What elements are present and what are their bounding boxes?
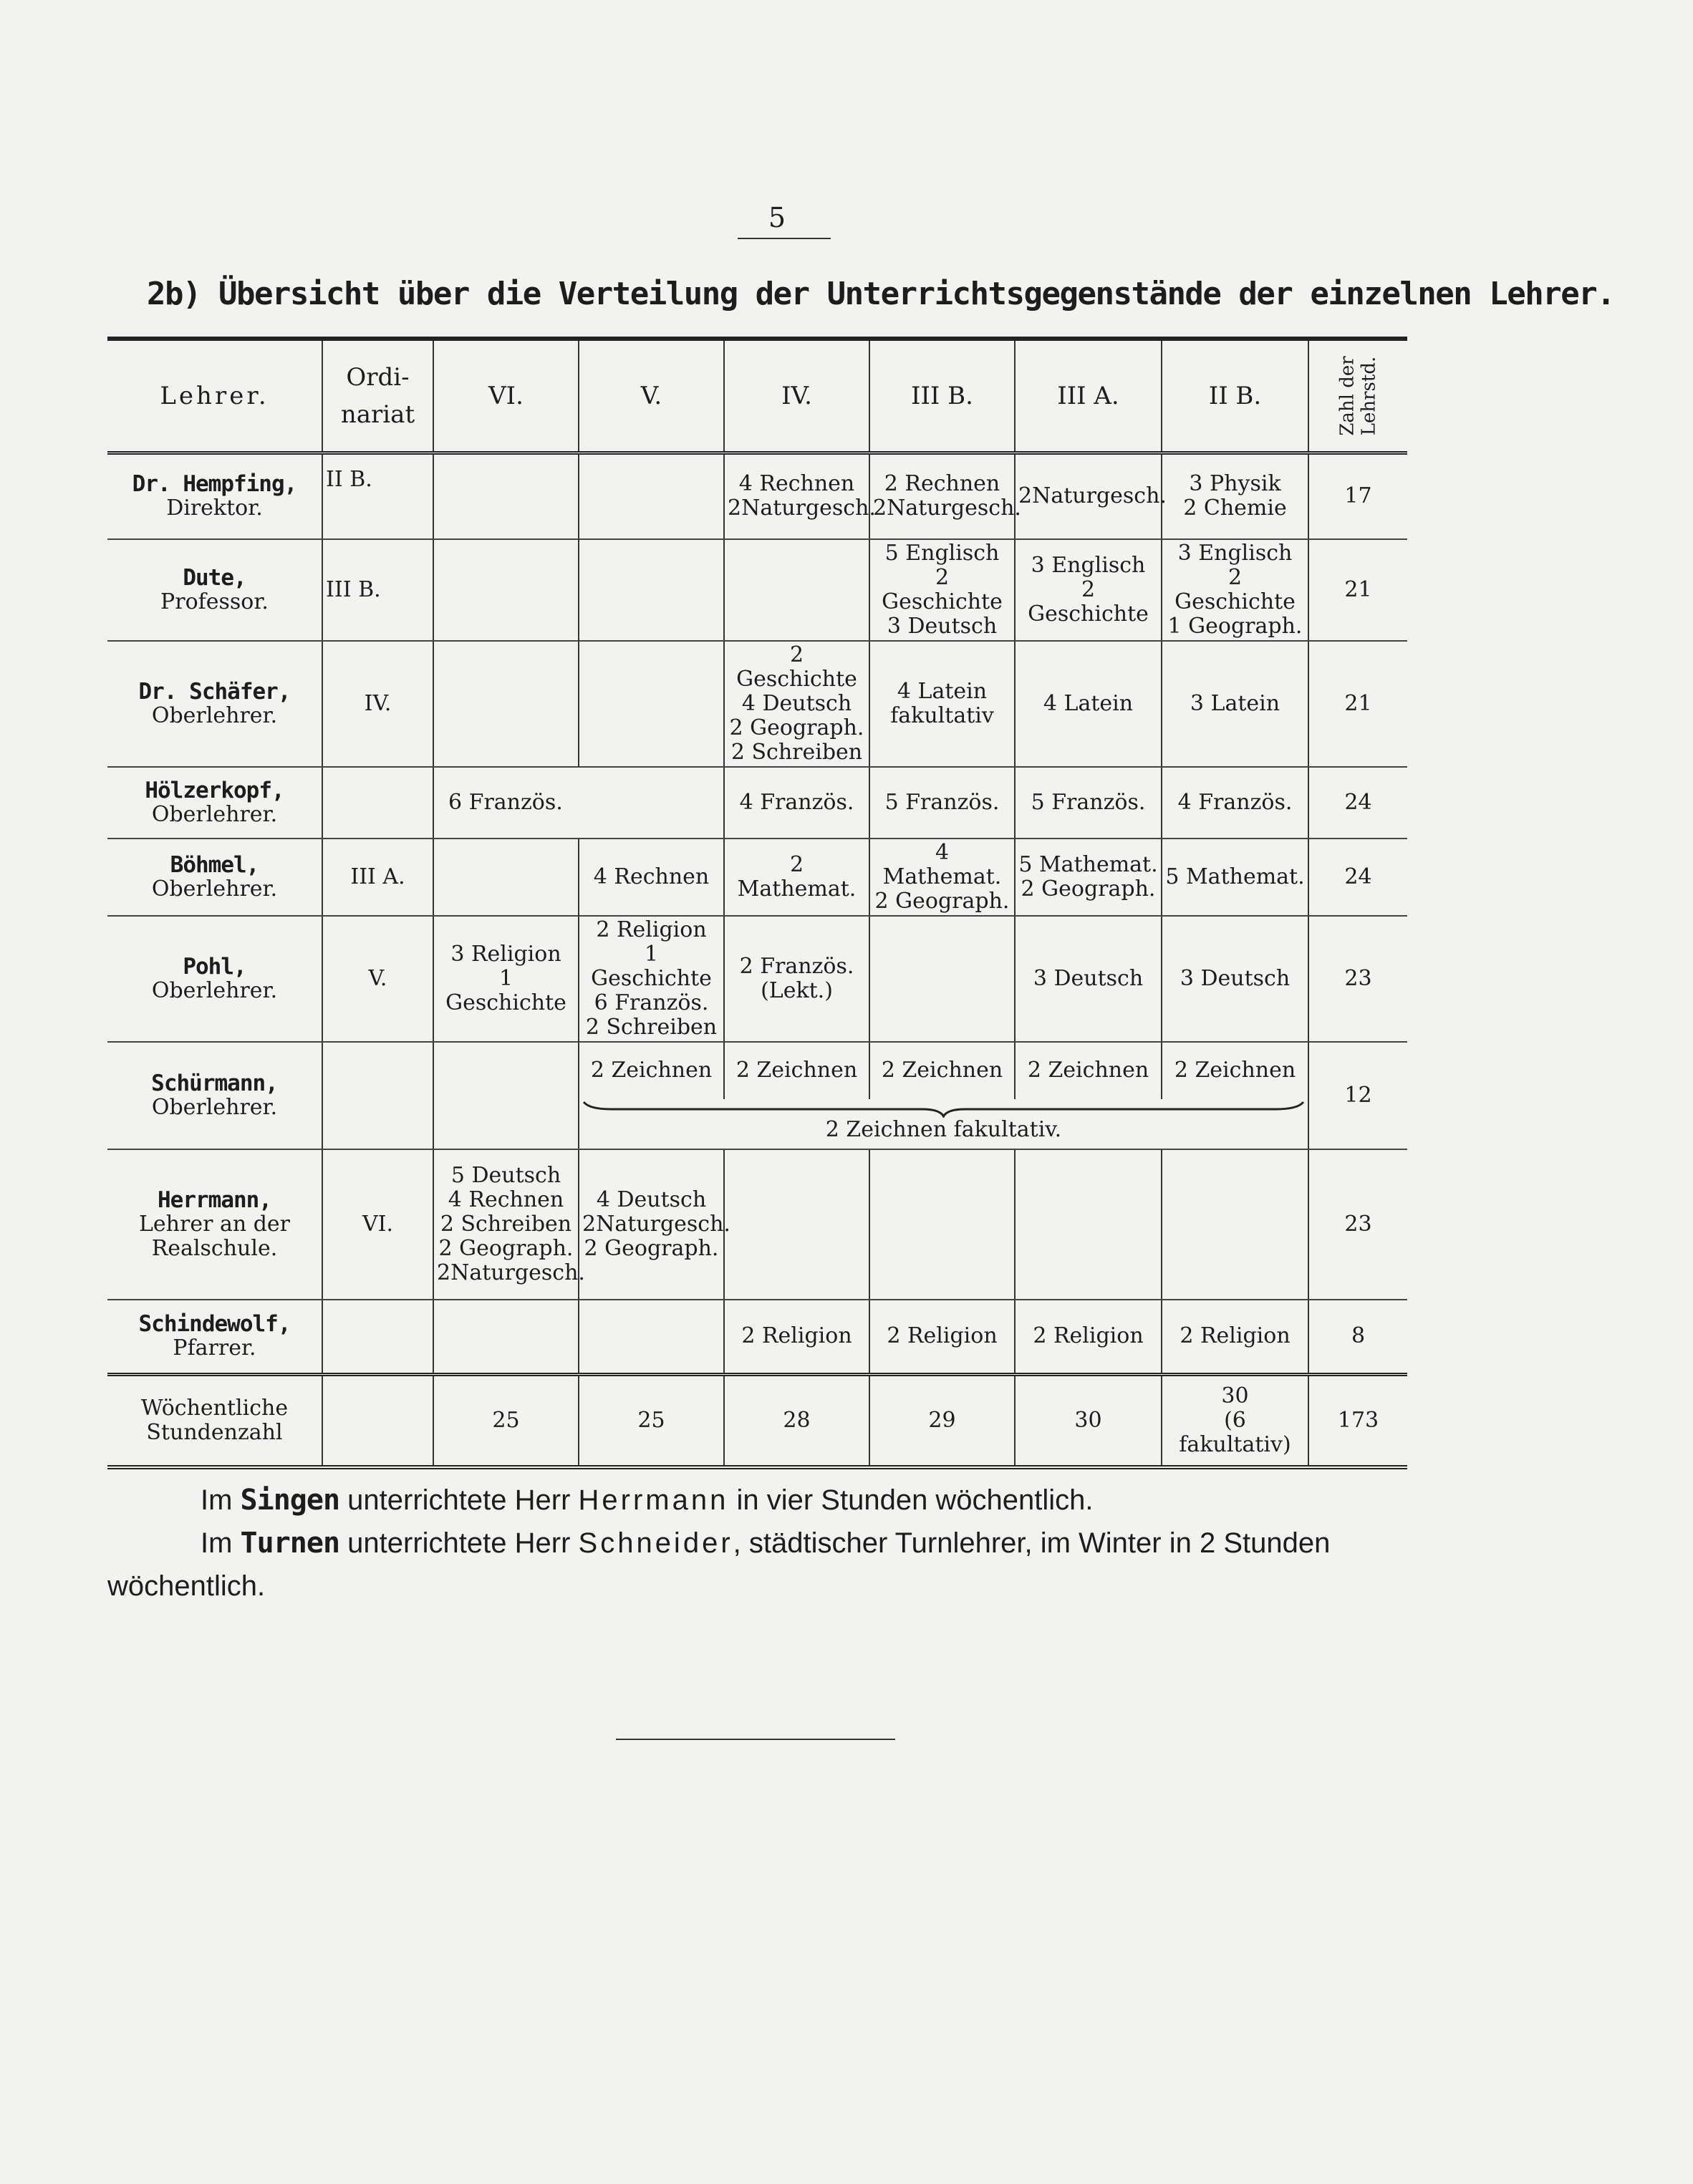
header-iiib: III B. — [869, 339, 1015, 453]
table-row — [107, 767, 1407, 839]
teacher-cell: Herrmann, Lehrer an der Realschule. — [107, 1149, 322, 1300]
totals-vi: 25 — [433, 1375, 579, 1468]
header-lehrer: Lehrer. — [107, 339, 322, 453]
teacher-cell: Dute, Professor. — [107, 539, 322, 641]
cell-v: 4 Rechnen — [579, 839, 724, 916]
cell-total: 24 — [1308, 767, 1407, 839]
teacher-cell: Hölzerkopf, Oberlehrer. — [107, 767, 322, 839]
note-singen: Im Singen unterrichtete Herr Herrmann in vier Stunden wöchentlich. — [201, 1484, 1094, 1517]
cell-vi-v: 6 Französ. — [433, 767, 724, 839]
cell-total: 21 — [1308, 539, 1407, 641]
cell-total: 23 — [1308, 1149, 1407, 1300]
cell-iv: 2 Religion — [724, 1300, 869, 1375]
cell-total: 8 — [1308, 1300, 1407, 1375]
table-row — [107, 539, 1407, 641]
ordinariat-cell: III A. — [322, 839, 433, 916]
totals-iiia: 30 — [1015, 1375, 1162, 1468]
teacher-cell: Dr. Hempfing, Direktor. — [107, 453, 322, 539]
header-iib: II B. — [1162, 339, 1308, 453]
totals-iv: 28 — [724, 1375, 869, 1468]
cell-total: 23 — [1308, 916, 1407, 1042]
header-iv: IV. — [724, 339, 869, 453]
cell-iiia: 5 Mathemat. 2 Geograph. — [1015, 839, 1162, 916]
ordinariat-cell: VI. — [322, 1149, 433, 1300]
ordinariat-cell: II B. — [322, 453, 433, 539]
cell-vi: 3 Religion 1 Geschichte — [433, 916, 579, 1042]
ordinariat-cell — [322, 1042, 433, 1149]
cell-iv: 2 Französ. (Lekt.) — [724, 916, 869, 1042]
cell-v — [579, 539, 724, 641]
cell-vi: 5 Deutsch 4 Rechnen 2 Schreiben 2 Geograph. 2Naturgesch. — [433, 1149, 579, 1300]
cell-vi — [433, 1300, 579, 1375]
totals-total: 173 — [1308, 1375, 1407, 1468]
cell-iiib: 2 Religion — [869, 1300, 1015, 1375]
header-ordinariat: Ordi- nariat — [322, 339, 433, 453]
table-row — [107, 1149, 1407, 1300]
cell-iib: 3 Latein — [1162, 641, 1308, 767]
cell-iiib: 2 Zeichnen — [869, 1042, 1015, 1099]
cell-iiib: 2 Rechnen 2Naturgesch. — [869, 453, 1015, 539]
cell-vi — [433, 453, 579, 539]
note-turnen: Im Turnen unterrichtete Herr Schneider, städtischer Turnlehrer, im Winter in 2 Stunden wöchentlich. — [107, 1527, 1331, 1602]
header-vi: VI. — [433, 339, 579, 453]
cell-iv: 4 Rechnen 2Naturgesch. — [724, 453, 869, 539]
table-row — [107, 641, 1407, 767]
totals-iiib: 29 — [869, 1375, 1015, 1468]
cell-iib: 2 Religion — [1162, 1300, 1308, 1375]
cell-v: 4 Deutsch 2Naturgesch. 2 Geograph. — [579, 1149, 724, 1300]
cell-iv — [724, 539, 869, 641]
cell-iib: 3 Englisch 2 Geschichte 1 Geograph. — [1162, 539, 1308, 641]
teacher-cell: Pohl, Oberlehrer. — [107, 916, 322, 1042]
cell-iv — [724, 1149, 869, 1300]
cell-iiib — [869, 916, 1015, 1042]
end-rule — [616, 1739, 895, 1740]
ordinariat-cell: III B. — [322, 539, 433, 641]
cell-iiia: 3 Englisch 2 Geschichte — [1015, 539, 1162, 641]
totals-row — [107, 1375, 1407, 1468]
cell-iib — [1162, 1149, 1308, 1300]
cell-iiia: 4 Latein — [1015, 641, 1162, 767]
cell-iiia: 2Naturgesch. — [1015, 453, 1162, 539]
cell-iv: 2 Geschichte 4 Deutsch 2 Geograph. 2 Schreiben — [724, 641, 869, 767]
teacher-cell: Schürmann, Oberlehrer. — [107, 1042, 322, 1149]
ordinariat-cell: IV. — [322, 641, 433, 767]
ordinariat-cell: V. — [322, 916, 433, 1042]
cell-vi — [433, 1042, 579, 1149]
totals-ord — [322, 1375, 433, 1468]
cell-iiia: 3 Deutsch — [1015, 916, 1162, 1042]
cell-iiib: 4 Latein fakultativ — [869, 641, 1015, 767]
teacher-cell: Dr. Schäfer, Oberlehrer. — [107, 641, 322, 767]
ordinariat-cell — [322, 767, 433, 839]
totals-v: 25 — [579, 1375, 724, 1468]
cell-vi — [433, 641, 579, 767]
table-row — [107, 916, 1407, 1042]
table-row — [107, 453, 1407, 539]
page-number: 5 — [768, 202, 786, 233]
cell-iiia: 5 Französ. — [1015, 767, 1162, 839]
notes — [107, 1479, 1407, 1608]
cell-total: 12 — [1308, 1042, 1407, 1149]
totals-label: Wöchentliche Stundenzahl — [107, 1375, 322, 1468]
cell-iiib: 5 Französ. — [869, 767, 1015, 839]
cell-v — [579, 1300, 724, 1375]
schedule-table — [107, 337, 1407, 1469]
cell-total: 17 — [1308, 453, 1407, 539]
cell-total: 24 — [1308, 839, 1407, 916]
table-row — [107, 839, 1407, 916]
cell-iv: 2 Zeichnen — [724, 1042, 869, 1099]
cell-iib: 4 Französ. — [1162, 767, 1308, 839]
cell-iiib — [869, 1149, 1015, 1300]
ordinariat-cell — [322, 1300, 433, 1375]
cell-v: 2 Religion 1 Geschichte 6 Französ. 2 Schreiben — [579, 916, 724, 1042]
header-v: V. — [579, 339, 724, 453]
cell-v — [579, 641, 724, 767]
header-iiia: III A. — [1015, 339, 1162, 453]
teacher-cell: Böhmel, Oberlehrer. — [107, 839, 322, 916]
cell-iib: 3 Deutsch — [1162, 916, 1308, 1042]
header-row — [107, 339, 1407, 453]
header-zahl: Zahl der Lehrstd. — [1308, 339, 1407, 453]
cell-iiib: 5 Englisch 2 Geschichte 3 Deutsch — [869, 539, 1015, 641]
cell-iv: 2 Mathemat. — [724, 839, 869, 916]
cell-iiia — [1015, 1149, 1162, 1300]
cell-iv: 4 Französ. — [724, 767, 869, 839]
cell-vi — [433, 539, 579, 641]
page-title: 2b) Übersicht über die Verteilung der Unterrichtsgegenstände der einzelnen Lehrer. — [147, 276, 1615, 312]
page-number-rule — [738, 238, 831, 239]
cell-iib: 5 Mathemat. — [1162, 839, 1308, 916]
schedule-table-wrap — [107, 337, 1407, 1469]
table-row — [107, 1300, 1407, 1375]
cell-iiia: 2 Zeichnen — [1015, 1042, 1162, 1099]
cell-iib: 2 Zeichnen — [1162, 1042, 1308, 1099]
teacher-cell: Schindewolf, Pfarrer. — [107, 1300, 322, 1375]
table-row — [107, 1042, 1407, 1099]
cell-v: 2 Zeichnen — [579, 1042, 724, 1099]
cell-iiib: 4 Mathemat. 2 Geograph. — [869, 839, 1015, 916]
cell-iib: 3 Physik 2 Chemie — [1162, 453, 1308, 539]
cell-total: 21 — [1308, 641, 1407, 767]
cell-v — [579, 453, 724, 539]
fakultativ-label: 2 Zeichnen fakultativ. — [825, 1116, 1062, 1142]
brace-icon — [582, 1101, 1305, 1118]
cell-zeichnen-fakultativ — [579, 1099, 1308, 1149]
cell-vi — [433, 839, 579, 916]
cell-iiia: 2 Religion — [1015, 1300, 1162, 1375]
totals-iib: 30 (6 fakultativ) — [1162, 1375, 1308, 1468]
